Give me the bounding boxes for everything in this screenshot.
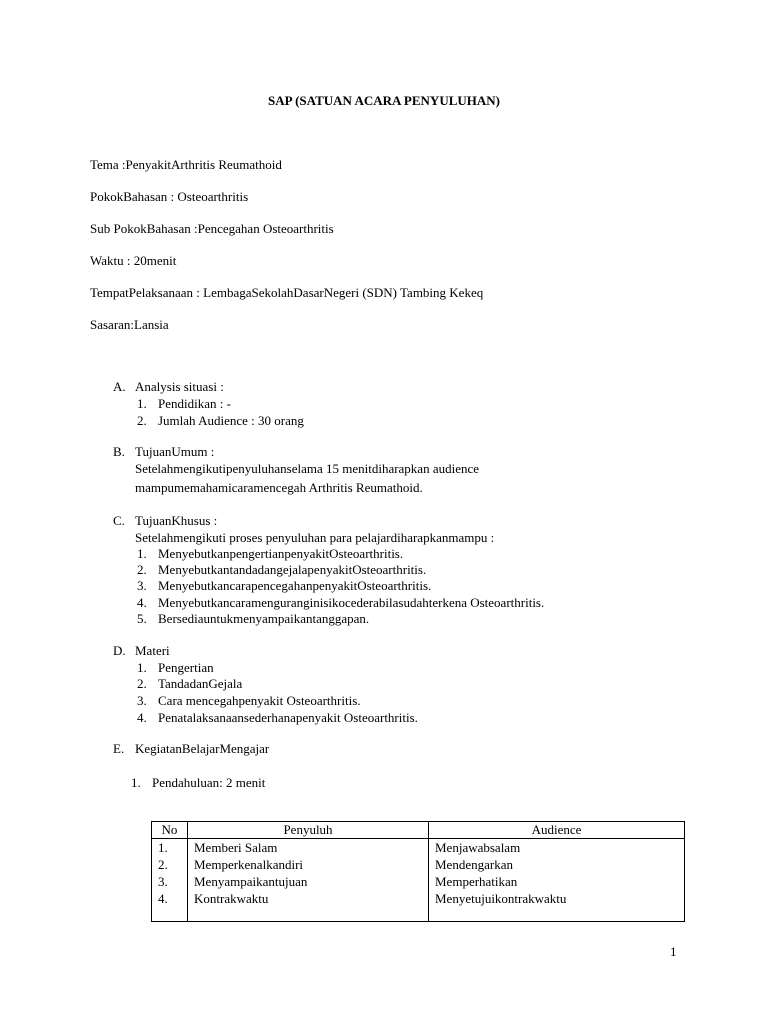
section-d-item: Pengertian — [158, 660, 214, 675]
pendahuluan-table — [151, 821, 685, 922]
section-d-item: Cara mencegahpenyakit Osteoarthritis. — [158, 693, 361, 708]
table-cell-penyuluh — [188, 839, 429, 922]
section-c-item: Bersediauntukmenyampaikantanggapan. — [158, 611, 370, 626]
section-c-item: MenyebutkancarapencegahanpenyakitOsteoarthritis. — [158, 578, 432, 593]
table-audience-value: Memperhatikan — [435, 874, 518, 889]
document-title: SAP (SATUAN ACARA PENYULUHAN) — [268, 93, 500, 108]
section-d-item: Penatalaksanaansederhanapenyakit Osteoarthritis. — [158, 710, 418, 725]
table-penyuluh-value: Menyampaikantujuan — [194, 874, 308, 889]
section-e-heading: KegiatanBelajarMengajar — [135, 741, 270, 756]
section-d-item-number: 4. — [137, 710, 147, 725]
meta-sasaran: Sasaran:Lansia — [90, 317, 169, 332]
section-b-line: mampumemahamicaramencegah Arthritis Reumathoid. — [135, 480, 423, 495]
table-penyuluh-value: Memperkenalkandiri — [194, 857, 304, 872]
page-number: 1 — [670, 944, 677, 959]
section-e-sub-number: 1. — [131, 775, 141, 790]
section-d-item-number: 1. — [137, 660, 147, 675]
section-c-item: Menyebutkancaramenguranginisikocederabilasudahterkena Osteoarthritis. — [158, 595, 545, 610]
table-header-penyuluh: Penyuluh — [188, 822, 429, 839]
section-b-letter: B. — [113, 444, 125, 459]
section-d-item: TandadanGejala — [158, 676, 243, 691]
section-e-letter: E. — [113, 741, 125, 756]
section-c-letter: C. — [113, 513, 125, 528]
section-a-letter: A. — [113, 379, 126, 394]
section-b-heading: TujuanUmum : — [135, 444, 215, 459]
section-c-item-number: 1. — [137, 546, 147, 561]
section-d-heading: Materi — [135, 643, 170, 658]
section-e-sub-heading: Pendahuluan: 2 menit — [152, 775, 266, 790]
section-c-item-number: 3. — [137, 578, 147, 593]
section-c-item-number: 2. — [137, 562, 147, 577]
section-d-letter: D. — [113, 643, 126, 658]
section-a-item-number: 1. — [137, 396, 147, 411]
table-header-no: No — [152, 822, 188, 839]
table-row — [152, 839, 685, 922]
section-d-item-number: 3. — [137, 693, 147, 708]
section-c-item-number: 4. — [137, 595, 147, 610]
section-a-item-number: 2. — [137, 413, 147, 428]
section-d-item-number: 2. — [137, 676, 147, 691]
section-a-item: Pendidikan : - — [158, 396, 231, 411]
table-penyuluh-value: Kontrakwaktu — [194, 891, 269, 906]
table-header-audience: Audience — [429, 822, 685, 839]
meta-tempat: TempatPelaksanaan : LembagaSekolahDasarNegeri (SDN) Tambing Kekeq — [90, 285, 484, 300]
section-c-item-number: 5. — [137, 611, 147, 626]
table-cell-no — [152, 839, 188, 922]
section-c-item: MenyebutkantandadangejalapenyakitOsteoarthritis. — [158, 562, 427, 577]
section-c-item: MenyebutkanpengertianpenyakitOsteoarthritis. — [158, 546, 404, 561]
table-audience-value: Menjawabsalam — [435, 840, 521, 855]
section-a-heading: Analysis situasi : — [135, 379, 224, 394]
meta-waktu: Waktu : 20menit — [90, 253, 177, 268]
meta-pokok-bahasan: PokokBahasan : Osteoarthritis — [90, 189, 249, 204]
table-audience-value: Menyetujuikontrakwaktu — [435, 891, 567, 906]
table-no-value: 1. — [158, 840, 168, 855]
table-no-value: 2. — [158, 857, 168, 872]
table-penyuluh-value: Memberi Salam — [194, 840, 278, 855]
table-cell-audience — [429, 839, 685, 922]
table-audience-value: Mendengarkan — [435, 857, 513, 872]
meta-tema: Tema :PenyakitArthritis Reumathoid — [90, 157, 282, 172]
section-b-line: Setelahmengikutipenyuluhanselama 15 menitdiharapkan audience — [135, 461, 480, 476]
table-header-row — [152, 822, 685, 839]
table-no-value: 3. — [158, 874, 168, 889]
section-c-intro: Setelahmengikuti proses penyuluhan para pelajardiharapkanmampu : — [135, 530, 495, 545]
meta-sub-pokok-bahasan: Sub PokokBahasan :Pencegahan Osteoarthritis — [90, 221, 334, 236]
table-no-value: 4. — [158, 891, 168, 906]
section-a-item: Jumlah Audience : 30 orang — [158, 413, 304, 428]
section-c-heading: TujuanKhusus : — [135, 513, 218, 528]
